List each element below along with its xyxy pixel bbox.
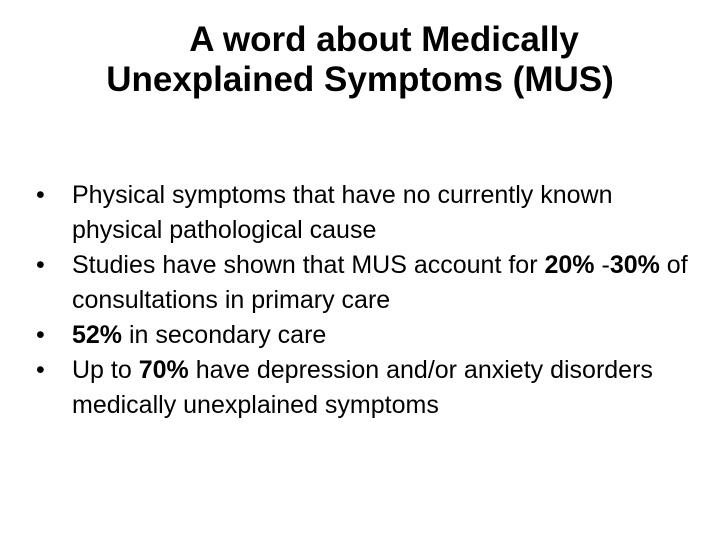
bullet-item-secondary-care bbox=[36, 318, 696, 353]
bullet-dot-icon: • bbox=[36, 181, 45, 209]
bullet-text: Physical symptoms that have no currently known physical pathological cause bbox=[72, 181, 613, 244]
bullet-item-depression-anxiety bbox=[36, 353, 696, 423]
percentage-value: 52% bbox=[72, 321, 123, 349]
bullet-text: - bbox=[594, 251, 610, 279]
bullet-item-definition bbox=[36, 178, 696, 248]
bullet-text: have depression and/or anxiety disorders medically unexplained symptoms bbox=[72, 356, 653, 419]
bullet-dot-icon: • bbox=[36, 251, 45, 279]
bullet-item-primary-care bbox=[36, 248, 696, 318]
percentage-value: 30% bbox=[609, 251, 660, 279]
percentage-value: 20% bbox=[544, 251, 595, 279]
bullet-text: Studies have shown that MUS account for bbox=[72, 251, 545, 279]
bullet-list bbox=[36, 178, 696, 423]
bullet-text: Up to bbox=[72, 356, 139, 384]
title-line-2: Unexplained Symptoms (MUS) bbox=[106, 60, 614, 99]
percentage-value: 70% bbox=[138, 356, 189, 384]
bullet-text: in secondary care bbox=[122, 321, 327, 349]
bullet-dot-icon: • bbox=[36, 321, 45, 349]
bullet-dot-icon: • bbox=[36, 356, 45, 384]
title-line-1: A word about Medically bbox=[189, 20, 579, 59]
slide-title bbox=[40, 20, 680, 100]
bullet-text: of consultations in primary care bbox=[72, 251, 688, 314]
